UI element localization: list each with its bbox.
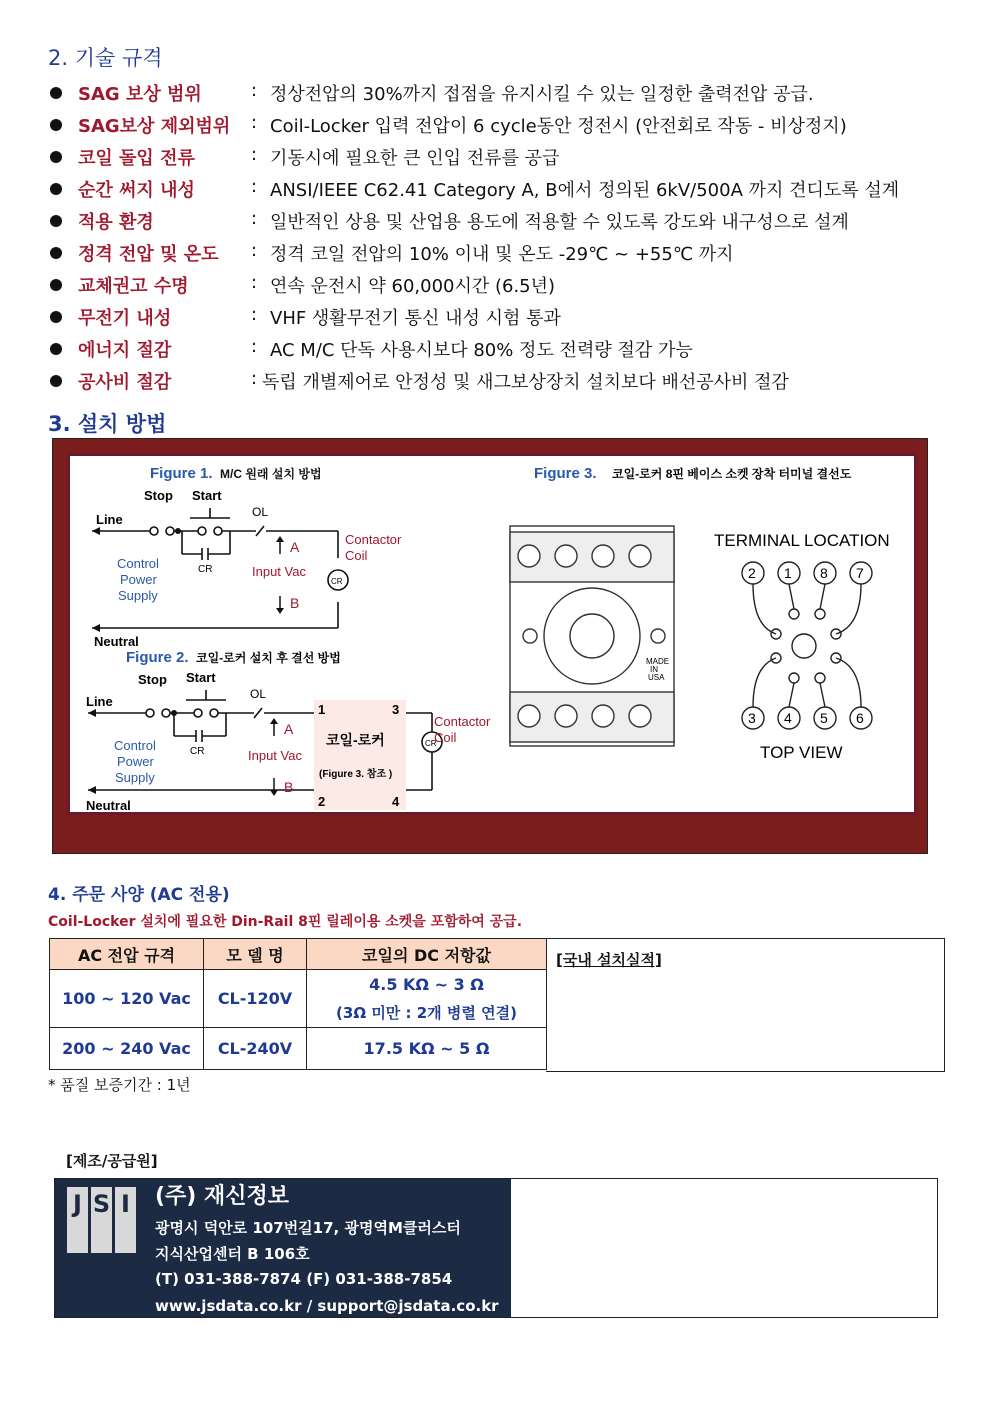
fig2-input: Input Vac	[248, 748, 302, 763]
fig2-stop: Stop	[138, 672, 167, 687]
pin-label: 5	[820, 710, 828, 726]
fig2-control: Control	[114, 738, 156, 753]
cell-voltage: 200 ~ 240 Vac	[50, 1028, 204, 1070]
fig1-start: Start	[192, 488, 222, 503]
company-web: www.jsdata.co.kr / support@jsdata.co.kr	[155, 1297, 499, 1315]
colon: :	[251, 304, 258, 325]
spec-label: 무전기 내성	[78, 308, 172, 329]
spec-label: SAG보상 제외범위	[78, 116, 231, 137]
pin-label: 4	[784, 710, 792, 726]
fig1-control: Control	[117, 556, 159, 571]
spec-label: 교체권고 수명	[78, 276, 189, 297]
terminal-pin-diagram	[742, 562, 872, 729]
spec-item	[48, 142, 968, 174]
spec-label: 적용 환경	[78, 212, 154, 233]
colon: :	[251, 112, 258, 133]
col-header: 코일의 DC 저항값	[307, 939, 547, 970]
spec-desc: 기동시에 필요한 큰 인입 전류를 공급	[270, 148, 560, 169]
fig2-b: B	[284, 779, 294, 795]
bullet-icon	[50, 343, 62, 355]
spec-label: 정격 전압 및 온도	[78, 244, 219, 265]
fig1-coil: Coil	[345, 548, 368, 563]
fig1-caption: M/C 원래 설치 방법	[220, 467, 322, 481]
company-name: (주) 재신정보	[155, 1184, 290, 1209]
fig2-cr-contact: CR	[190, 746, 205, 757]
made-in-2: IN	[650, 665, 658, 674]
spec-item	[48, 366, 968, 398]
spec-item	[48, 334, 968, 366]
spec-label: 코일 돌입 전류	[78, 148, 195, 169]
terminal-location: TERMINAL LOCATION	[714, 531, 890, 550]
install-record-label: [국내 설치실적]	[556, 951, 662, 969]
spec-list	[48, 78, 968, 398]
fig3-caption: 코일-로커 8핀 베이스 소켓 장착 터미널 결선도	[612, 467, 852, 481]
fig1-input: Input Vac	[252, 564, 306, 579]
cell-resistance: 17.5 KΩ ~ 5 Ω	[307, 1028, 547, 1070]
pin-label: 1	[784, 565, 792, 581]
pin-label: 2	[748, 565, 756, 581]
spec-label: 에너지 절감	[78, 340, 172, 361]
locker-pin1: 1	[318, 702, 326, 717]
colon: :	[251, 336, 258, 357]
fig2-line: Line	[86, 694, 113, 709]
spec-item	[48, 174, 968, 206]
col-header: 모 델 명	[204, 939, 307, 970]
spec-label: SAG 보상 범위	[78, 84, 202, 105]
jsi-logo	[67, 1187, 137, 1253]
spec-desc: 연속 운전시 약 60,000시간 (6.5년)	[270, 276, 556, 297]
fig2-a: A	[284, 721, 294, 737]
col-header: AC 전압 규격	[50, 939, 204, 970]
bullet-icon	[50, 119, 62, 131]
top-view: TOP VIEW	[760, 743, 843, 762]
spec-label: 공사비 절감	[78, 372, 172, 393]
spec-desc: AC M/C 단독 사용시보다 80% 정도 전력량 절감 가능	[270, 340, 693, 361]
fig1-a: A	[290, 539, 300, 555]
spec-desc: Coil-Locker 입력 전압이 6 cycle동안 정전시 (안전회로 작동 - 비상정지)	[270, 116, 847, 137]
spec-desc: ANSI/IEEE C62.41 Category A, B에서 정의된 6kV/500A 까지 견디도록 설계	[270, 180, 900, 201]
logo-letter: S	[91, 1187, 112, 1253]
pin-label: 6	[856, 710, 864, 726]
fig2-neutral: Neutral	[86, 798, 131, 812]
company-phone: (T) 031-388-7874 (F) 031-388-7854	[155, 1270, 453, 1288]
locker-ref: (Figure 3. 참조 )	[319, 769, 393, 780]
logo-letter: J	[67, 1187, 88, 1253]
fig2-label: Figure 2.	[126, 649, 189, 666]
spec-label: 순간 써지 내성	[78, 180, 195, 201]
bullet-icon	[50, 279, 62, 291]
spec-item	[48, 110, 968, 142]
colon: :	[251, 144, 258, 165]
spec-item	[48, 206, 968, 238]
logo-letter: I	[115, 1187, 136, 1253]
fig3-label: Figure 3.	[534, 465, 597, 482]
maker-heading: [제조/공급원]	[66, 1152, 158, 1170]
fig2-coil: Coil	[434, 730, 457, 745]
fig1-stop: Stop	[144, 488, 173, 503]
fig1-cr-contact: CR	[198, 564, 213, 575]
section4-note: Coil-Locker 설치에 필요한 Din-Rail 8핀 릴레이용 소켓을 포함하여 공급.	[48, 914, 523, 930]
spec-item	[48, 238, 968, 270]
cell-model: CL-240V	[204, 1028, 307, 1070]
spec-item	[48, 78, 968, 110]
locker-pin2: 2	[318, 794, 326, 809]
colon: :	[251, 272, 258, 293]
spec-desc: 일반적인 상용 및 산업용 용도에 적용할 수 있도록 강도와 내구성으로 설계	[270, 212, 849, 233]
spec-desc: VHF 생활무전기 통신 내성 시험 통과	[270, 308, 561, 329]
fig1-ol: OL	[252, 505, 269, 519]
made-in-1: MADE	[646, 657, 670, 666]
company-box	[54, 1178, 938, 1318]
colon: :	[251, 80, 258, 101]
bullet-icon	[50, 247, 62, 259]
company-address-2: 지식산업센터 B 106호	[155, 1245, 310, 1263]
bullet-icon	[50, 375, 62, 387]
bullet-icon	[50, 183, 62, 195]
fig1-neutral: Neutral	[94, 634, 139, 649]
cell-voltage: 100 ~ 120 Vac	[50, 970, 204, 1028]
warranty-note: * 품질 보증기간 : 1년	[48, 1076, 191, 1094]
fig1-line: Line	[96, 512, 123, 527]
fig2-ol: OL	[250, 687, 267, 701]
install-record-box	[546, 938, 945, 1072]
fig1-power: Power	[120, 572, 157, 587]
fig2-power: Power	[117, 754, 154, 769]
spec-desc: 독립 개별제어로 안정성 및 새그보상장치 설치보다 배선공사비 절감	[262, 372, 789, 393]
pin-label: 8	[820, 565, 828, 581]
resistance-note: (3Ω 미만 : 2개 병렬 연결)	[336, 1003, 517, 1022]
pin-label: 3	[748, 710, 756, 726]
fig2-cr: CR	[425, 739, 437, 748]
fig1-label: Figure 1.	[150, 465, 213, 482]
colon: :	[251, 176, 258, 197]
pin-label: 7	[856, 565, 864, 581]
fig2-start: Start	[186, 670, 216, 685]
bullet-icon	[50, 215, 62, 227]
spec-desc: 정격 코일 전압의 10% 이내 및 온도 -29℃ ~ +55℃ 까지	[270, 244, 734, 265]
fig1-cr: CR	[331, 577, 343, 586]
order-spec-table	[49, 938, 547, 1070]
spec-desc: 정상전압의 30%까지 접점을 유지시킬 수 있는 일정한 출력전압 공급.	[270, 84, 814, 105]
made-in-3: USA	[648, 673, 665, 682]
spec-item	[48, 302, 968, 334]
company-address-1: 광명시 덕안로 107번길17, 광명역M클러스터	[155, 1219, 461, 1237]
colon: :	[251, 240, 258, 261]
fig2-contactor: Contactor	[434, 714, 491, 729]
section4-title: 4. 주문 사양 (AC 전용)	[48, 885, 230, 905]
section3-title: 3. 설치 방법	[48, 412, 167, 436]
table-row	[50, 970, 547, 1028]
resistance-value: 4.5 KΩ ~ 3 Ω	[369, 974, 484, 994]
fig1-contactor: Contactor	[345, 532, 402, 547]
section2-title: 2. 기술 규격	[48, 46, 163, 70]
relay-socket-drawing	[510, 526, 674, 746]
table-row	[50, 1028, 547, 1070]
locker-pin4: 4	[392, 794, 400, 809]
fig2-caption: 코일-로커 설치 후 결선 방법	[196, 651, 341, 665]
fig2-supply: Supply	[115, 770, 155, 785]
locker-pin3: 3	[392, 702, 400, 717]
install-figure	[52, 438, 928, 854]
cell-resistance	[307, 970, 547, 1028]
bullet-icon	[50, 311, 62, 323]
company-info-panel	[55, 1179, 511, 1317]
colon: :	[251, 368, 258, 389]
cell-model: CL-120V	[204, 970, 307, 1028]
spec-item	[48, 270, 968, 302]
fig1-b: B	[290, 595, 300, 611]
colon: :	[251, 208, 258, 229]
locker-label: 코일-로커	[326, 732, 385, 748]
wiring-diagram	[70, 456, 914, 812]
bullet-icon	[50, 87, 62, 99]
fig1-supply: Supply	[118, 588, 158, 603]
table-header-row	[50, 939, 547, 970]
bullet-icon	[50, 151, 62, 163]
